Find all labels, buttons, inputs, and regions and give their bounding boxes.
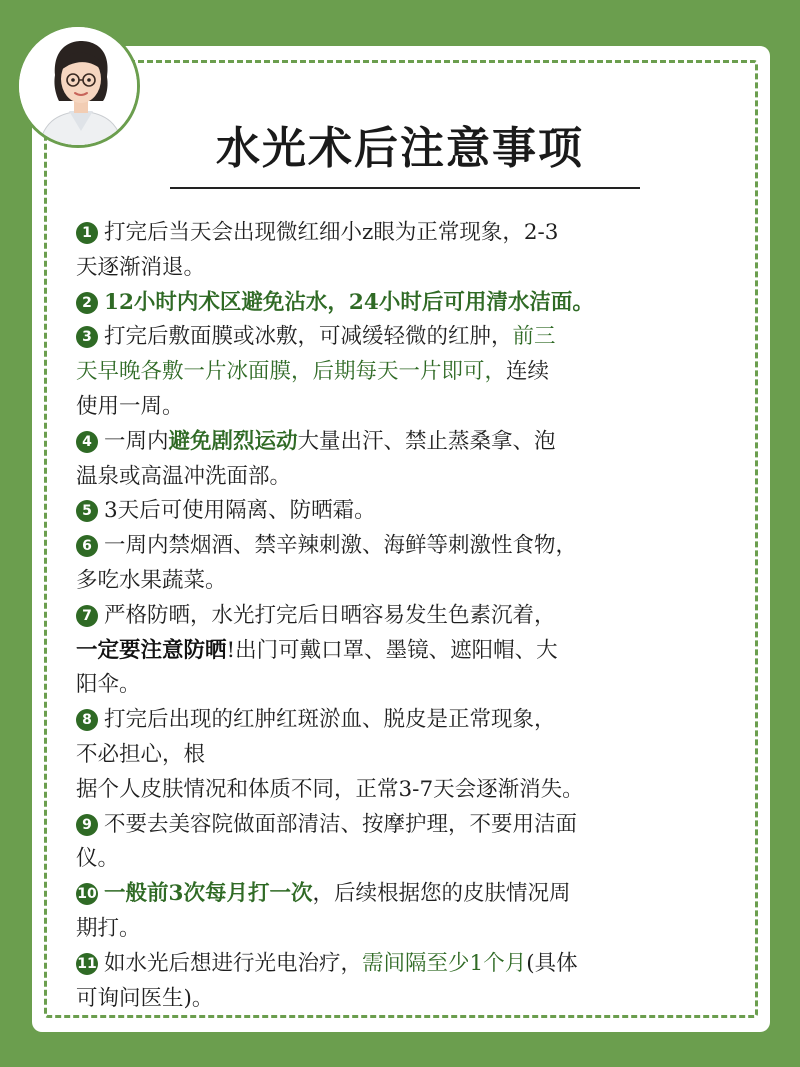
list-item — [76, 877, 726, 947]
item-text: 打完后敷面膜或冰敷，可减缓轻微的红肿， — [104, 324, 513, 350]
page-title: 水光术后注意事项 — [216, 123, 584, 174]
list-item — [76, 599, 726, 703]
highlight-text: 避免剧烈运动 — [168, 428, 298, 454]
item-text: 大量出汗、禁止蒸桑拿、泡 — [297, 428, 556, 454]
item-text: ，后续根据您的皮肤情况周 — [312, 881, 571, 907]
number-badge: 4 — [76, 431, 98, 453]
item-text: 阳伞。 — [76, 672, 141, 698]
number-badge: 3 — [76, 326, 98, 348]
number-badge: 5 — [76, 500, 98, 522]
item-text: 可询问医生)。 — [76, 985, 214, 1011]
highlight-text: 一定要注意防晒 — [76, 637, 227, 663]
item-text: 不必担心，根 — [76, 741, 206, 767]
item-text: 使用一周。 — [76, 393, 184, 419]
item-text: 多吃水果蔬菜。 — [76, 567, 227, 593]
list-item — [76, 286, 726, 321]
list-item — [76, 808, 726, 878]
number-badge: 1 — [76, 222, 98, 244]
item-text: !出门可戴口罩、墨镜、遮阳帽、大 — [226, 637, 558, 663]
item-text: 严格防晒，水光打完后日晒容易发生色素沉着， — [104, 602, 556, 628]
doctor-avatar-icon — [16, 24, 140, 148]
item-text: 期打。 — [76, 915, 141, 941]
highlight-text: 前三 — [512, 324, 556, 350]
highlight-text: 需间隔至少1个月 — [362, 950, 527, 976]
number-badge: 11 — [76, 953, 98, 975]
number-badge: 9 — [76, 814, 98, 836]
item-text: 温泉或高温冲洗面部。 — [76, 463, 292, 489]
item-text: 据个人皮肤情况和体质不同，正常3-7天会逐渐消失。 — [76, 776, 584, 802]
list-item — [76, 529, 726, 599]
list-item — [76, 947, 726, 1017]
item-text: 打完后出现的红肿红斑淤血、脱皮是正常现象， — [104, 707, 556, 733]
item-text: 一周内禁烟酒、禁辛辣刺激、海鲜等刺激性食物， — [104, 533, 578, 559]
list-item — [76, 494, 726, 529]
notice-list — [76, 216, 726, 1016]
number-badge: 6 — [76, 535, 98, 557]
title-underline — [170, 187, 640, 189]
item-text: 不要去美容院做面部清洁、按摩护理，不要用洁面 — [104, 811, 578, 837]
highlight-text: 12小时内术区避免沾水，24小时后可用清水洁面。 — [104, 289, 594, 315]
number-badge: 10 — [76, 883, 98, 905]
item-text: 天逐渐消退。 — [76, 254, 206, 280]
item-text: 如水光后想进行光电治疗， — [104, 950, 363, 976]
highlight-text: 一般前3次每月打一次 — [104, 881, 313, 907]
item-text: 一周内 — [104, 428, 169, 454]
number-badge: 8 — [76, 709, 98, 731]
item-text: 连续 — [506, 359, 550, 385]
list-item — [76, 216, 726, 286]
list-item — [76, 425, 726, 495]
number-badge: 7 — [76, 605, 98, 627]
list-item — [76, 320, 726, 424]
item-text: 仪。 — [76, 846, 120, 872]
item-text: (具体 — [526, 950, 578, 976]
item-text: 打完后当天会出现微红细小z眼为正常现象，2-3 — [104, 220, 559, 245]
highlight-text: 天早晚各敷一片冰面膜，后期每天一片即可， — [76, 359, 507, 385]
number-badge: 2 — [76, 292, 98, 314]
list-item — [76, 703, 726, 807]
item-text: 3天后可使用隔离、防晒霜。 — [104, 498, 376, 524]
